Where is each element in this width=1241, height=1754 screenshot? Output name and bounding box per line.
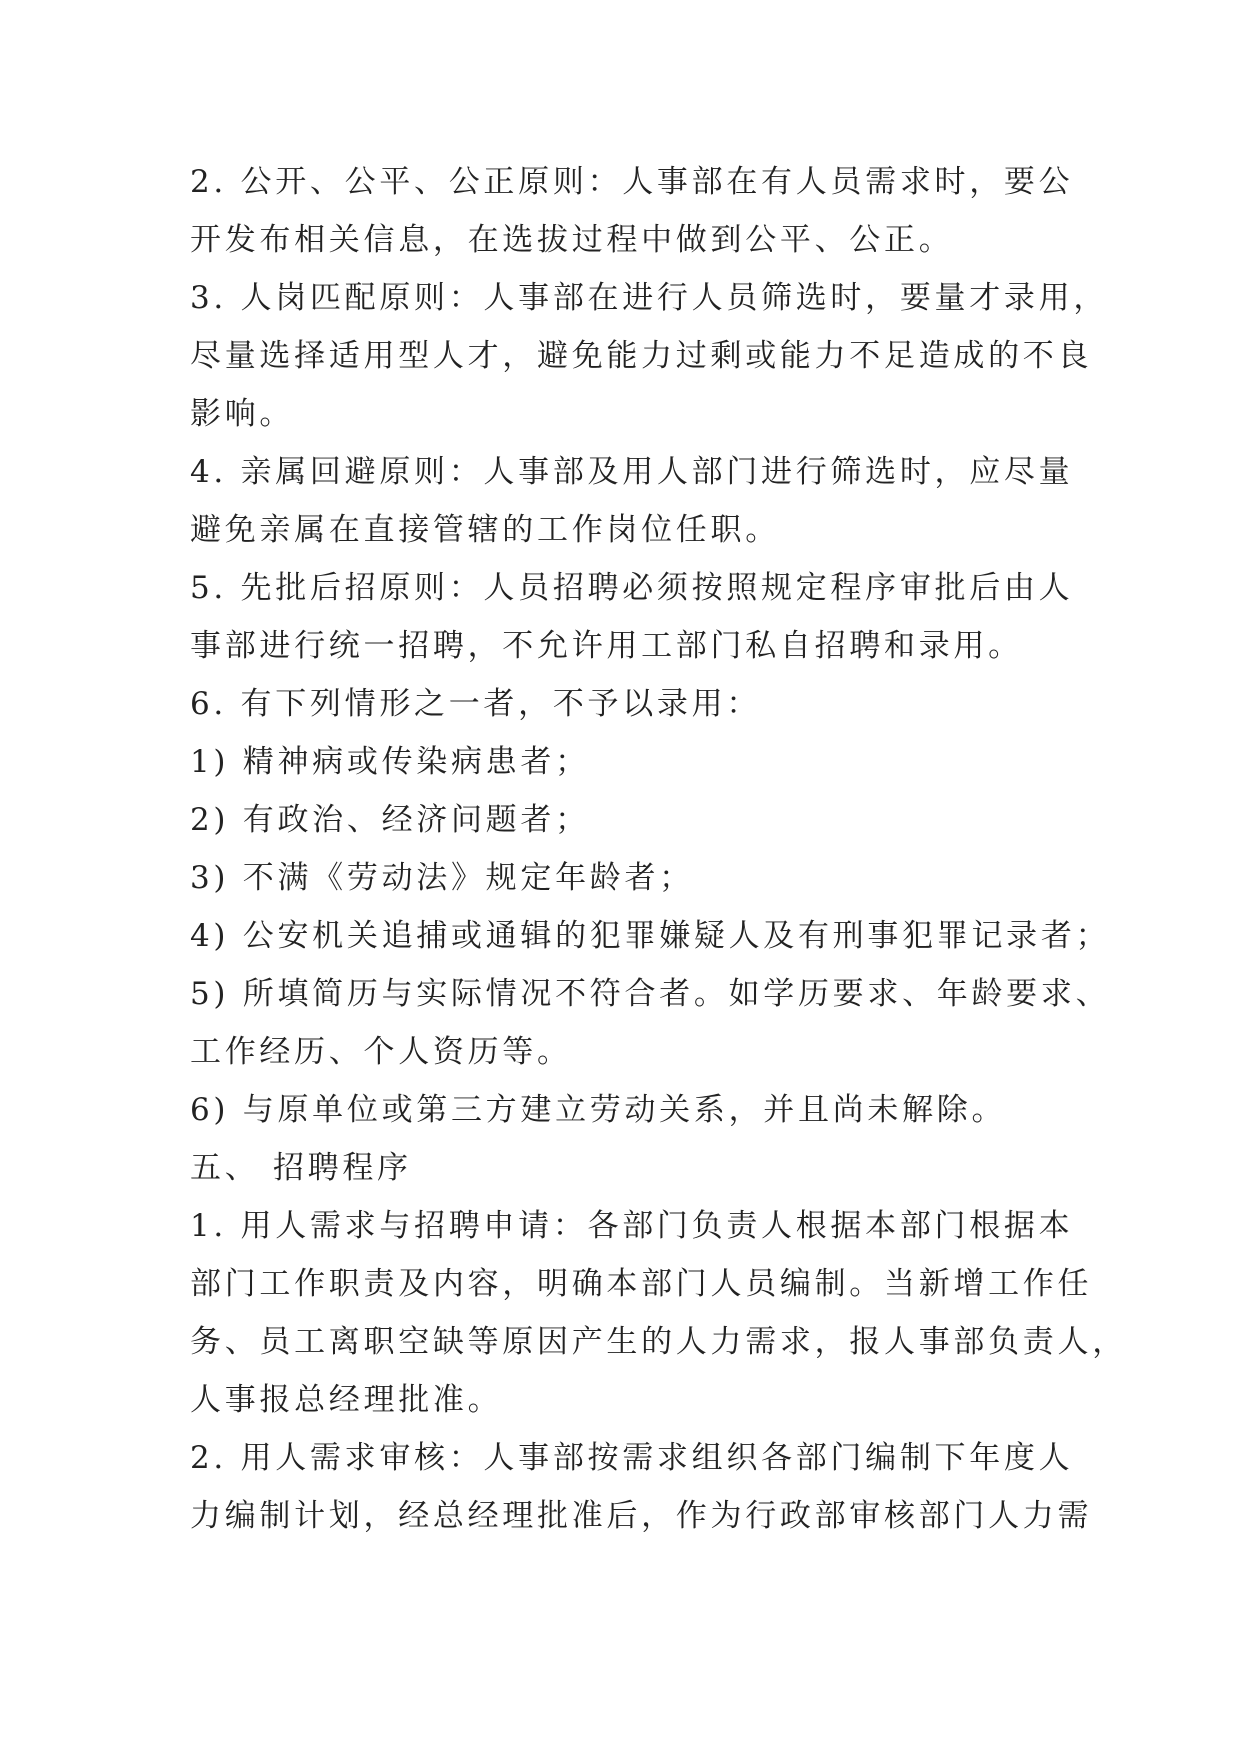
text-line: 2. 用人需求审核：人事部按需求组织各部门编制下年度人 xyxy=(190,1440,1074,1476)
text-line: 3) 不满《劳动法》规定年龄者； xyxy=(190,860,694,896)
text-line: 5. 先批后招原则：人员招聘必须按照规定程序审批后由人 xyxy=(190,570,1074,606)
text-line: 3. 人岗匹配原则：人事部在进行人员筛选时，要量才录用， xyxy=(190,280,1109,316)
document-body xyxy=(190,153,1127,1545)
text-line: 6. 有下列情形之一者，不予以录用： xyxy=(190,686,762,722)
text-line: 工作经历、个人资历等。 xyxy=(190,1034,572,1070)
text-line: 开发布相关信息，在选拔过程中做到公平、公正。 xyxy=(190,222,954,258)
text-line: 事部进行统一招聘，不允许用工部门私自招聘和录用。 xyxy=(190,628,1023,664)
text-line: 4. 亲属回避原则：人事部及用人部门进行筛选时，应尽量 xyxy=(190,454,1074,490)
text-line: 4) 公安机关追捕或通辑的犯罪嫌疑人及有刑事犯罪记录者； xyxy=(190,918,1111,954)
text-line: 影响。 xyxy=(190,396,295,432)
text-line: 人事报总经理批准。 xyxy=(190,1382,503,1418)
text-line: 6) 与原单位或第三方建立劳动关系，并且尚未解除。 xyxy=(190,1092,1007,1128)
text-line: 务、员工离职空缺等原因产生的人力需求，报人事部负责人， xyxy=(190,1324,1127,1360)
text-line: 5) 所填简历与实际情况不符合者。如学历要求、年龄要求、 xyxy=(190,976,1111,1012)
text-line: 1. 用人需求与招聘申请：各部门负责人根据本部门根据本 xyxy=(190,1208,1074,1244)
text-line: 2. 公开、公平、公正原则：人事部在有人员需求时，要公 xyxy=(190,164,1074,200)
text-line: 避免亲属在直接管辖的工作岗位任职。 xyxy=(190,512,780,548)
text-line: 部门工作职责及内容，明确本部门人员编制。当新增工作任 xyxy=(190,1266,1093,1302)
section-heading: 五、 招聘程序 xyxy=(190,1150,412,1186)
text-line: 力编制计划，经总经理批准后，作为行政部审核部门人力需 xyxy=(190,1498,1093,1534)
text-line: 尽量选择适用型人才，避免能力过剩或能力不足造成的不良 xyxy=(190,338,1093,374)
text-line: 2) 有政治、经济问题者； xyxy=(190,802,590,838)
text-line: 1) 精神病或传染病患者； xyxy=(190,744,590,780)
